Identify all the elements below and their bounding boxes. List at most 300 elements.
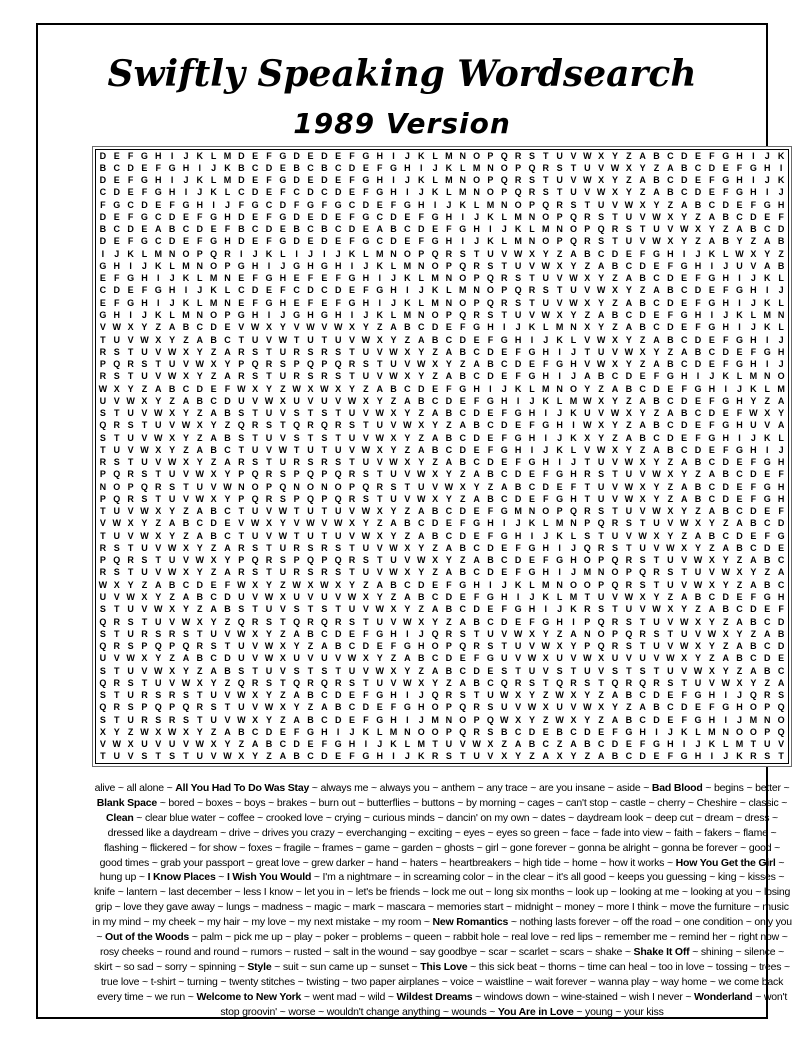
grid-cell: Y	[722, 579, 729, 590]
grid-cell: A	[708, 506, 716, 517]
grid-cell: B	[667, 187, 674, 198]
grid-cell: Q	[611, 555, 619, 566]
grid-cell: E	[736, 493, 743, 504]
grid-cell: D	[611, 248, 619, 259]
grid-cell: Q	[625, 628, 633, 639]
grid-cell: Q	[500, 175, 508, 186]
grid-cell: V	[182, 469, 189, 480]
grid-cell: G	[486, 653, 494, 664]
grid-cell: U	[667, 579, 674, 590]
grid-cell: U	[238, 653, 245, 664]
grid-cell: R	[238, 371, 245, 382]
grid-cell: Q	[320, 677, 328, 688]
grid-cell: T	[321, 530, 328, 541]
grid-cell: A	[542, 751, 550, 762]
grid-cell: B	[445, 408, 453, 419]
grid-cell: S	[265, 677, 272, 688]
grid-cell: W	[721, 567, 730, 578]
grid-cell: Q	[486, 273, 494, 284]
grid-cell: G	[182, 199, 190, 210]
grid-cell: A	[182, 653, 190, 664]
grid-cell: T	[376, 359, 383, 370]
grid-cell: A	[293, 690, 300, 701]
grid-cell: C	[445, 506, 453, 517]
grid-cell: Z	[224, 616, 231, 627]
grid-cell: B	[528, 739, 536, 750]
grid-cell: C	[224, 334, 231, 345]
word-list-entry: always you	[379, 782, 430, 794]
grid-cell: I	[558, 457, 561, 468]
grid-cell: K	[542, 591, 550, 602]
grid-cell: Y	[349, 579, 356, 590]
grid-cell: M	[514, 506, 522, 517]
grid-cell: A	[708, 211, 716, 222]
grid-cell: W	[237, 383, 246, 394]
grid-cell: H	[251, 260, 259, 271]
grid-cell: V	[598, 162, 605, 173]
grid-cell: J	[570, 346, 576, 357]
grid-cell: E	[473, 444, 480, 455]
grid-cell: G	[486, 591, 494, 602]
word-list-entry: losing grip	[95, 886, 791, 914]
grid-cell: E	[501, 542, 508, 553]
grid-cell: D	[99, 236, 107, 247]
grid-cell: R	[321, 457, 328, 468]
grid-cell: F	[778, 604, 784, 615]
grid-cell: L	[543, 518, 549, 529]
grid-cell: B	[736, 653, 743, 664]
grid-cell: I	[350, 260, 354, 271]
word-list-entry: less I know	[243, 886, 293, 899]
grid-cell: E	[362, 162, 369, 173]
grid-cell: F	[473, 591, 480, 602]
grid-cell: R	[501, 297, 508, 308]
grid-cell: G	[556, 359, 564, 370]
grid-cell: O	[597, 628, 605, 639]
grid-cell: I	[406, 690, 409, 701]
word-list-entry: faith	[674, 826, 693, 839]
grid-cell: R	[265, 555, 273, 566]
word-list-entry: good	[748, 841, 772, 854]
grid-cell: C	[708, 199, 716, 210]
grid-cell: W	[292, 383, 301, 394]
grid-cell: Q	[99, 641, 107, 652]
grid-cell: Q	[431, 628, 439, 639]
grid-cell: P	[445, 641, 452, 652]
grid-cell: T	[335, 432, 341, 443]
grid-cell: W	[167, 726, 177, 737]
grid-cell: K	[127, 248, 134, 259]
grid-cell: B	[777, 628, 785, 639]
grid-cell: V	[570, 653, 577, 664]
grid-cell: H	[404, 162, 411, 173]
grid-cell: I	[503, 322, 506, 333]
grid-cell: G	[749, 162, 757, 173]
grid-cell: Q	[611, 677, 619, 688]
grid-cell: L	[695, 726, 701, 737]
word-list-entry: Cheshire	[696, 796, 738, 809]
grid-cell: V	[224, 690, 231, 701]
grid-cell: J	[501, 383, 507, 394]
grid-cell: T	[584, 591, 591, 602]
grid-cell: X	[404, 371, 411, 382]
grid-cell: V	[141, 604, 148, 615]
grid-cell: S	[113, 346, 120, 357]
grid-cell: W	[140, 726, 149, 737]
grid-cell: U	[210, 690, 217, 701]
grid-cell: P	[625, 567, 632, 578]
grid-cell: I	[516, 591, 520, 602]
grid-cell: C	[625, 751, 633, 762]
grid-cell: K	[155, 310, 162, 320]
grid-cell: W	[195, 739, 205, 750]
grid-cell: Z	[197, 604, 203, 615]
grid-cell: W	[237, 714, 246, 725]
grid-cell: J	[211, 162, 217, 173]
grid-cell: V	[349, 334, 356, 345]
grid-cell: T	[252, 665, 258, 676]
word-list-entry: boxes	[205, 796, 233, 809]
grid-cell: Y	[362, 322, 369, 333]
grid-cell: I	[157, 273, 160, 284]
grid-cell: L	[197, 273, 203, 284]
grid-cell: F	[570, 481, 577, 492]
grid-cell: A	[210, 604, 217, 615]
grid-cell: F	[363, 628, 369, 639]
grid-cell: B	[431, 334, 439, 345]
grid-cell: G	[473, 518, 481, 529]
grid-cell: B	[238, 224, 245, 235]
grid-cell: G	[376, 714, 384, 725]
grid-cell: D	[168, 236, 176, 247]
grid-cell: T	[307, 604, 314, 615]
grid-cell: D	[680, 175, 688, 186]
grid-cell: T	[639, 616, 646, 627]
grid-cell: B	[459, 457, 466, 468]
grid-cell: H	[736, 150, 743, 161]
grid-cell: E	[432, 224, 439, 235]
grid-cell: E	[764, 469, 771, 480]
grid-cell: X	[556, 310, 563, 320]
grid-cell: Z	[667, 457, 674, 468]
grid-cell: E	[127, 187, 134, 198]
grid-cell: Z	[432, 567, 438, 578]
grid-cell: B	[694, 199, 702, 210]
grid-cell: O	[569, 224, 577, 235]
grid-cell: X	[362, 395, 369, 406]
grid-cell: A	[417, 444, 425, 455]
grid-cell: H	[639, 726, 646, 737]
grid-cell: H	[362, 273, 370, 284]
grid-cell: C	[763, 518, 771, 529]
grid-cell: F	[515, 542, 521, 553]
grid-cell: H	[667, 739, 674, 750]
grid-cell: Y	[224, 493, 231, 504]
grid-cell: J	[695, 248, 701, 259]
grid-cell: V	[182, 359, 189, 370]
grid-cell: I	[378, 297, 381, 308]
word-list-entry: gonna be forever	[661, 841, 738, 854]
grid-cell: C	[750, 653, 757, 664]
grid-cell: K	[570, 604, 577, 615]
grid-cell: D	[777, 518, 785, 529]
grid-cell: D	[501, 420, 508, 431]
grid-cell: G	[500, 506, 508, 517]
grid-cell: E	[293, 273, 300, 284]
grid-cell: P	[584, 641, 591, 652]
grid-cell: N	[459, 175, 466, 186]
grid-cell: X	[307, 383, 314, 394]
grid-cell: K	[514, 224, 522, 235]
grid-cell: E	[321, 273, 328, 284]
grid-cell: M	[542, 579, 550, 590]
grid-cell: T	[114, 408, 120, 419]
grid-cell: G	[777, 530, 785, 541]
grid-cell: Z	[418, 408, 424, 419]
grid-cell: D	[334, 187, 342, 198]
grid-cell: Z	[280, 383, 286, 394]
grid-cell: Z	[390, 395, 397, 406]
grid-cell: W	[154, 432, 163, 443]
grid-cell: A	[404, 653, 411, 664]
grid-cell: S	[321, 665, 328, 676]
word-list-entry: face	[570, 826, 590, 839]
word-list-entry-title: Clean	[105, 811, 134, 824]
grid-cell: S	[390, 481, 397, 492]
grid-cell: Y	[390, 530, 397, 541]
grid-cell: R	[293, 567, 300, 578]
grid-cell: W	[652, 469, 661, 480]
grid-cell: H	[417, 641, 425, 652]
grid-cell: X	[639, 457, 646, 468]
grid-cell: I	[419, 162, 423, 173]
grid-cell: K	[417, 150, 425, 161]
grid-cell: Y	[196, 567, 203, 578]
word-list-entry-title: Blank Space	[96, 796, 158, 809]
grid-cell: N	[196, 260, 204, 271]
grid-cell: C	[639, 383, 646, 394]
grid-cell: U	[127, 628, 134, 639]
grid-cell: A	[473, 493, 480, 504]
grid-cell: Y	[570, 260, 577, 271]
grid-cell: I	[295, 248, 298, 259]
grid-cell: U	[487, 628, 494, 639]
word-list-entry: round and round	[165, 945, 240, 958]
grid-cell: L	[224, 187, 231, 198]
grid-cell: M	[749, 371, 758, 382]
grid-cell: Z	[764, 395, 770, 406]
grid-cell: C	[431, 591, 439, 602]
grid-cell: K	[431, 285, 439, 296]
grid-cell: H	[348, 739, 356, 750]
grid-cell: Y	[528, 714, 535, 725]
grid-cell: V	[335, 653, 342, 664]
grid-cell: Y	[445, 493, 452, 504]
grid-cell: F	[722, 359, 729, 370]
grid-cell: Y	[681, 604, 688, 615]
grid-cell: H	[777, 346, 785, 357]
grid-cell: F	[778, 469, 784, 480]
grid-cell: G	[500, 334, 508, 345]
grid-cell: U	[625, 604, 633, 615]
page-subtitle: 1989 Version	[293, 107, 511, 140]
grid-cell: W	[126, 591, 135, 602]
grid-cell: J	[363, 310, 369, 320]
word-list-entry-title: I Wish You Would	[226, 871, 312, 884]
grid-cell: R	[127, 555, 134, 566]
grid-cell: A	[736, 641, 743, 652]
grid-cell: R	[155, 481, 162, 492]
word-list-entry: dress	[744, 811, 770, 824]
grid-cell: Z	[639, 285, 646, 296]
grid-cell: O	[210, 310, 218, 320]
grid-cell: Y	[432, 677, 439, 688]
grid-cell: S	[625, 641, 632, 652]
grid-cell: F	[722, 285, 729, 296]
grid-cell: H	[155, 150, 162, 161]
grid-cell: P	[238, 469, 245, 480]
grid-cell: F	[321, 199, 328, 210]
grid-cell: B	[653, 702, 660, 713]
grid-cell: Y	[155, 653, 162, 664]
grid-cell: W	[167, 542, 177, 553]
grid-cell: T	[293, 444, 300, 455]
grid-cell: S	[169, 481, 176, 492]
grid-cell: A	[390, 518, 397, 529]
grid-cell: P	[445, 260, 452, 271]
grid-cell: W	[181, 420, 191, 431]
grid-cell: Z	[695, 604, 701, 615]
grid-cell: U	[736, 260, 743, 271]
grid-cell: Y	[196, 457, 203, 468]
grid-cell: B	[293, 224, 300, 235]
grid-cell: P	[349, 481, 356, 492]
grid-cell: F	[418, 236, 424, 247]
grid-cell: K	[376, 310, 383, 320]
grid-cell: X	[681, 542, 688, 553]
grid-cell: G	[362, 236, 370, 247]
grid-cell: W	[140, 444, 149, 455]
grid-cell: U	[168, 359, 176, 370]
grid-cell: B	[501, 726, 508, 737]
grid-cell: U	[556, 150, 563, 161]
grid-cell: B	[680, 408, 688, 419]
grid-cell: B	[667, 444, 674, 455]
grid-cell: J	[570, 457, 576, 468]
grid-cell: Y	[708, 518, 715, 529]
grid-cell: C	[667, 395, 674, 406]
grid-cell: S	[265, 420, 272, 431]
grid-cell: O	[403, 248, 411, 259]
grid-cell: C	[445, 334, 453, 345]
grid-cell: Y	[418, 346, 425, 357]
grid-cell: C	[597, 248, 605, 259]
grid-cell: E	[487, 432, 494, 443]
grid-cell: S	[307, 567, 314, 578]
grid-cell: T	[252, 408, 258, 419]
grid-cell: W	[181, 677, 191, 688]
grid-cell: A	[224, 371, 231, 382]
grid-cell: V	[127, 751, 134, 762]
grid-cell: Y	[265, 383, 272, 394]
grid-cell: S	[487, 726, 494, 737]
grid-cell: V	[169, 616, 176, 627]
grid-cell: R	[265, 469, 273, 480]
word-list-entry-title: Bad Blood	[651, 782, 703, 794]
grid-cell: X	[598, 702, 605, 713]
grid-cell: X	[252, 690, 259, 701]
grid-cell: C	[611, 371, 619, 382]
grid-cell: P	[528, 199, 535, 210]
grid-cell: T	[280, 616, 286, 627]
grid-cell: E	[736, 481, 743, 492]
grid-cell: F	[280, 187, 286, 198]
word-list-entry: any trace	[486, 782, 528, 794]
grid-cell: Q	[542, 199, 550, 210]
grid-cell: T	[114, 628, 120, 639]
grid-cell: S	[293, 665, 300, 676]
grid-cell: U	[210, 628, 217, 639]
grid-cell: Q	[113, 555, 121, 566]
grid-cell: F	[252, 273, 258, 284]
grid-cell: P	[487, 150, 494, 161]
grid-cell: F	[266, 150, 272, 161]
grid-cell: G	[140, 150, 148, 161]
grid-cell: Z	[750, 236, 757, 247]
grid-cell: U	[542, 273, 550, 284]
grid-cell: K	[542, 395, 550, 406]
grid-cell: Y	[210, 420, 217, 431]
grid-cell: Q	[556, 677, 564, 688]
grid-cell: X	[127, 739, 134, 750]
grid-cell: D	[334, 714, 342, 725]
grid-cell: U	[127, 432, 134, 443]
grid-cell: Q	[210, 248, 218, 259]
grid-cell: J	[418, 285, 424, 296]
grid-cell: E	[736, 199, 743, 210]
grid-cell: Q	[569, 506, 577, 517]
grid-cell: Y	[750, 567, 757, 578]
grid-cell: A	[376, 579, 383, 590]
grid-cell: D	[321, 211, 328, 222]
grid-cell: H	[542, 567, 550, 578]
grid-cell: F	[155, 162, 162, 173]
grid-cell: F	[224, 224, 231, 235]
word-list-entry: went mad	[312, 990, 357, 1003]
grid-cell: L	[210, 150, 217, 161]
grid-cell: I	[544, 604, 548, 615]
grid-cell: G	[403, 702, 411, 713]
grid-cell: A	[736, 224, 743, 235]
grid-cell: C	[99, 187, 107, 198]
grid-cell: X	[210, 359, 217, 370]
grid-cell: C	[639, 690, 646, 701]
grid-cell: V	[708, 567, 715, 578]
word-list-entry-title: You Are in Love	[497, 1005, 574, 1018]
grid-cell: F	[266, 175, 272, 186]
grid-cell: A	[168, 322, 176, 333]
grid-cell: V	[681, 555, 688, 566]
grid-cell: Q	[237, 677, 245, 688]
grid-cell: Z	[280, 628, 286, 639]
grid-cell: D	[445, 395, 453, 406]
grid-cell: U	[680, 628, 688, 639]
grid-cell: X	[708, 555, 715, 566]
grid-cell: A	[653, 334, 660, 345]
grid-cell: V	[99, 322, 106, 333]
grid-cell: U	[265, 432, 273, 443]
grid-cell: R	[542, 162, 550, 173]
